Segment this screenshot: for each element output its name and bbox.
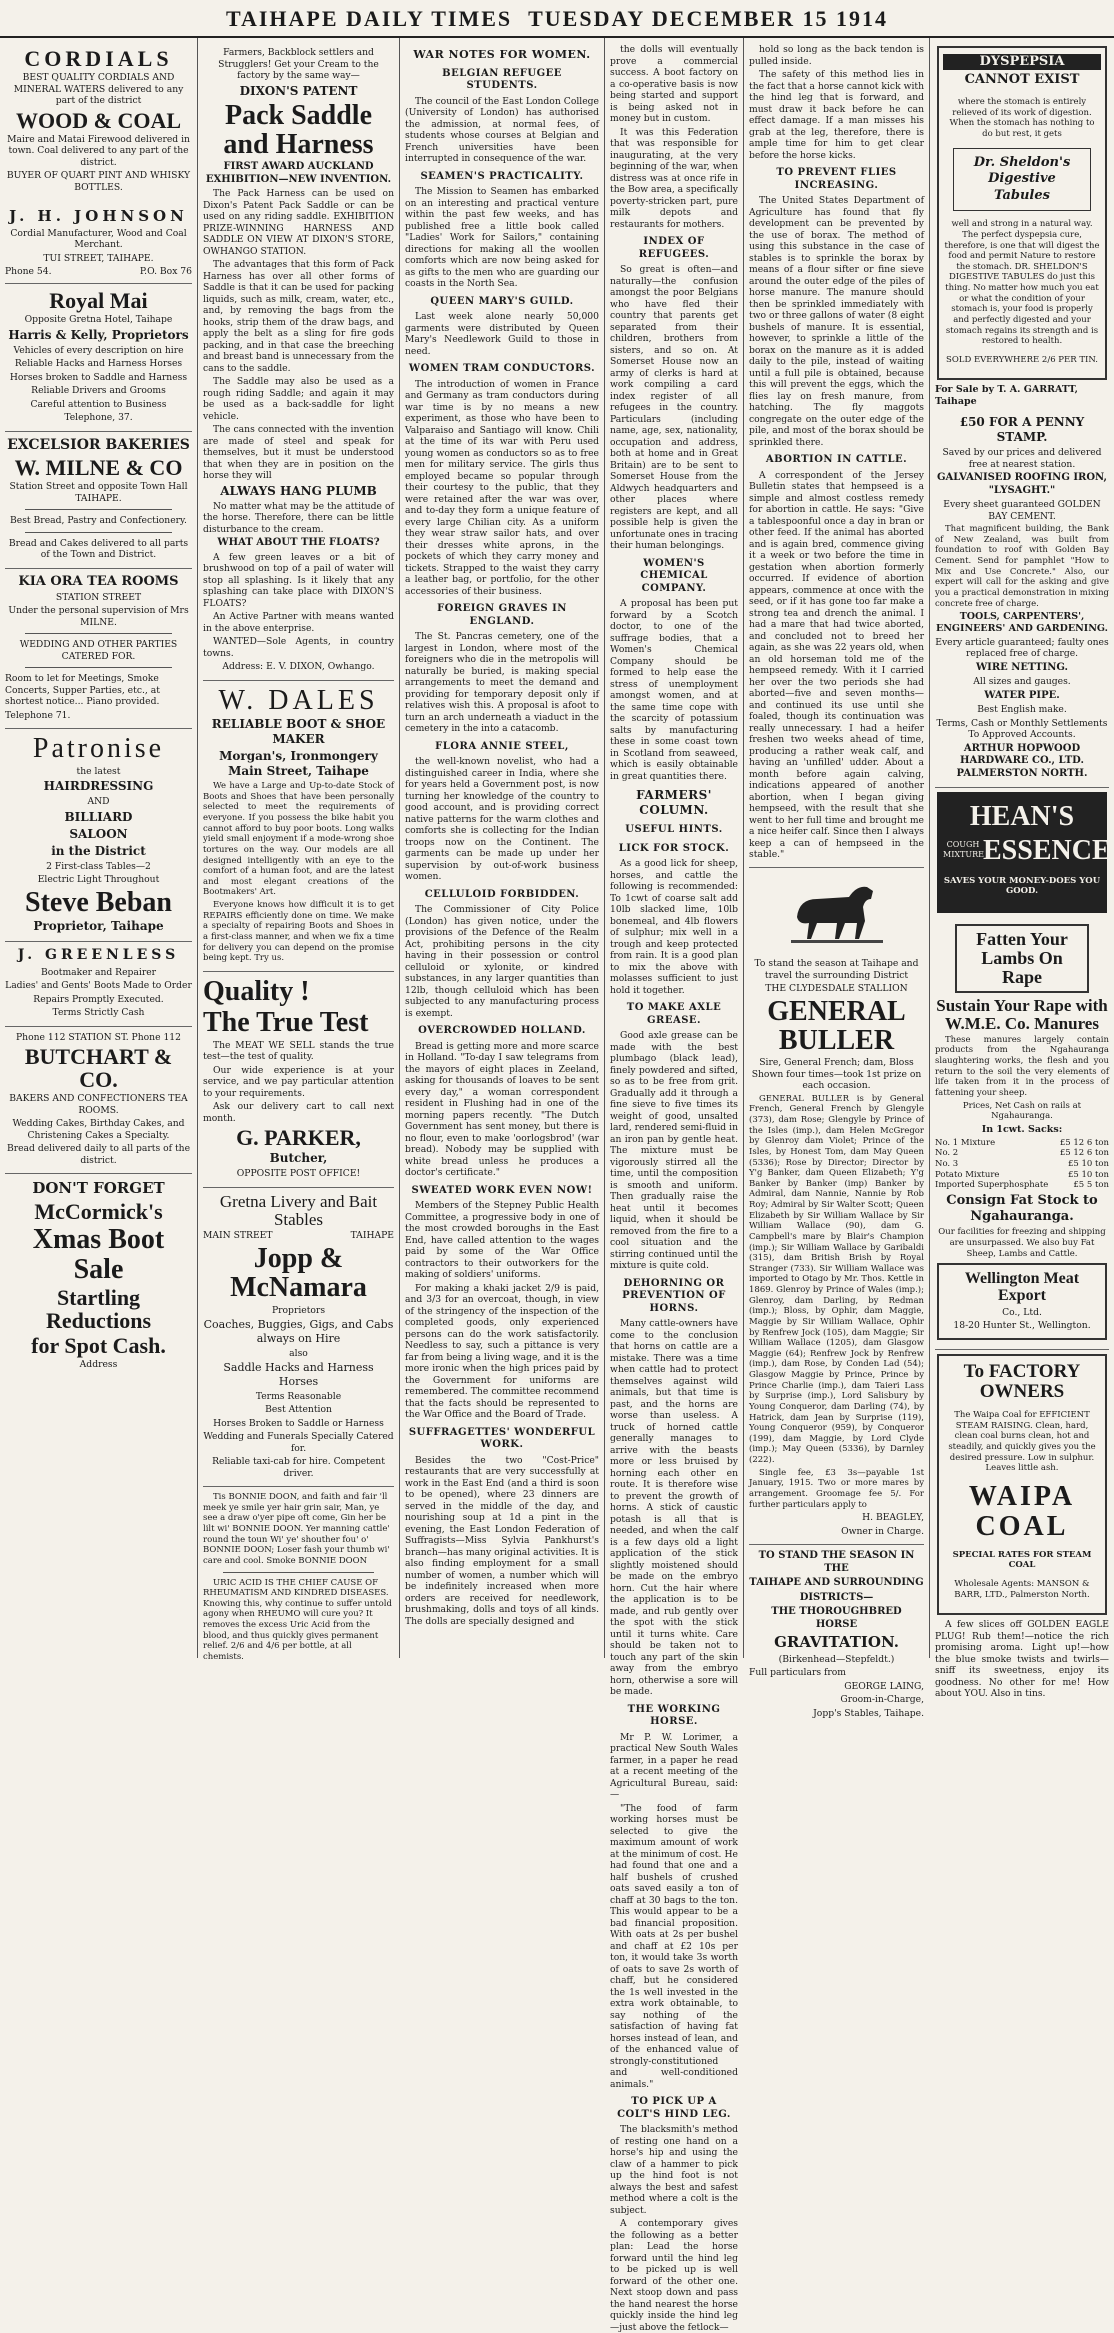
colt-text2: A contemporary gives the following as a better plan: Lead the horse forward until the hind leg to be picked up is well forward of the other one. Next stoop down and pass the hand nearest the horse quickly inside the hind leg—just above the fetlock— bbox=[610, 2218, 738, 2333]
parker-sub: Butcher, bbox=[269, 1151, 328, 1166]
flies-heading: TO PREVENT FLIES INCREASING. bbox=[776, 167, 897, 191]
hopwood-ad bbox=[935, 410, 1109, 788]
dixon-body7: An Active Partner with means wanted in the above enterprise. bbox=[203, 611, 394, 634]
column-2 bbox=[198, 38, 400, 1662]
heans-ad bbox=[937, 792, 1111, 913]
dixon-patent: DIXON'S PATENT bbox=[239, 83, 358, 98]
wellington-coltd: Co., Ltd. bbox=[1002, 1306, 1042, 1318]
gretna-terms: Terms Reasonable bbox=[255, 1390, 342, 1402]
lambs-title: Fatten Your Lambs On Rape bbox=[955, 924, 1089, 993]
colt-heading: TO PICK UP A COLT'S HIND LEG. bbox=[617, 2096, 731, 2120]
stallion-ad bbox=[749, 867, 924, 1546]
coal-text: Maire and Matai Firewood delivered in town. Coal delivered to any part of the district. bbox=[7, 133, 190, 168]
greenless-l1: Ladies' and Gents' Boots Made to Order bbox=[5, 980, 192, 992]
patronise-title: Patronise bbox=[32, 733, 165, 765]
kiaora-tel: Telephone 71. bbox=[5, 709, 71, 721]
hints-heading: USEFUL HINTS. bbox=[625, 824, 723, 835]
kiaora-sub: STATION STREET bbox=[55, 591, 142, 603]
beban-title: Steve Beban bbox=[25, 886, 172, 918]
graves-text: The St. Pancras cemetery, one of the largest in London, where most of the foreigners who die in the metropolis will naturally be buried, is making special arrangements to meet the demand and providing for temporary deposit only if relatives wish this. A proposal is afoot to turn an arch underneath a viaduct in the cemetery in the into a catacomb. bbox=[405, 631, 599, 735]
johnson-sub: Cordial Manufacturer, Wood and Coal Merchant. bbox=[10, 227, 187, 251]
price-row-4 bbox=[935, 1170, 1109, 1181]
waipa-ad bbox=[937, 1354, 1107, 1615]
lick-heading: LICK FOR STOCK. bbox=[618, 842, 730, 854]
harris-l6: Telephone, 37. bbox=[64, 412, 133, 424]
mccormick-ad bbox=[5, 1174, 192, 1377]
butchart-title: BUTCHART & CO. bbox=[24, 1044, 173, 1093]
stallion-owner: H. BEAGLEY, bbox=[862, 1512, 924, 1524]
m4-name: Potato Mixture bbox=[935, 1169, 1000, 1180]
m5-name: Imported Superphosphate bbox=[935, 1180, 1049, 1191]
garratt-sale: For Sale by T. A. GARRATT, Taihape bbox=[935, 384, 1078, 408]
stamp-body2: That magnificent building, the Bank of New Zealand, was built from foundation to roof with Golden Bay Cement. Send for pamphlet "How to Mix and Use Concrete." Also, our expert will call for the asking and give you a practical demonstration in mixing concrete free of charge. bbox=[935, 524, 1109, 609]
price-row-5 bbox=[935, 1180, 1109, 1191]
tendon-text: hold so long as the back tendon is pulled inside. bbox=[749, 44, 924, 67]
dolls-text: the dolls will eventually prove a commercial success. A boot factory on a co-operative basis is now being started and support is being asked not in money but in custom. bbox=[610, 44, 738, 124]
excelsior-title: EXCELSIOR BAKERIES bbox=[7, 436, 190, 453]
royal-mail-ad bbox=[5, 284, 192, 432]
mccormick-l5: for Spot Cash. bbox=[31, 1333, 166, 1359]
patronise-ad bbox=[5, 729, 192, 942]
sweated-text: Members of the Stepney Public Health Committee, a progressive body in one of the most crowded boroughs in the East End, have called attention to the wages paid by some of the War Office contractors to their outworkers for the making of soldiers' uniforms. bbox=[405, 1200, 599, 1281]
grav-role: Groom-in-Charge, bbox=[840, 1694, 924, 1706]
dyspepsia-title: DYSPEPSIA bbox=[943, 54, 1101, 70]
gretna-l5: Reliable taxi-cab for hire. Competent driver. bbox=[212, 1456, 385, 1479]
dixon-wanted: WANTED—Sole Agents, in country towns. bbox=[203, 636, 394, 659]
grav-sub: (Birkenhead—Stepfeldt.) bbox=[778, 1653, 895, 1665]
stamp-terms: Terms, Cash or Monthly Settlements To Approved Accounts. bbox=[936, 717, 1108, 741]
patronise-l2: BILLIARD bbox=[64, 809, 133, 824]
m2-price: £5 12 6 ton bbox=[1059, 1148, 1109, 1159]
issue-date: TUESDAY DECEMBER 15 1914 bbox=[528, 6, 889, 31]
grease-heading: TO MAKE AXLE GREASE. bbox=[626, 1002, 722, 1026]
gretna-l3: Horses Broken to Saddle or Harness bbox=[213, 1417, 384, 1429]
dales-addr: Morgan's, Ironmongery Main Street, Taihape bbox=[219, 749, 378, 779]
m2-name: No. 2 bbox=[935, 1148, 959, 1159]
stallion-title: GENERAL BULLER bbox=[767, 995, 906, 1056]
dyspepsia-sold: SOLD EVERYWHERE 2/6 PER TIN. bbox=[946, 355, 1098, 366]
dixon-floats: WHAT ABOUT THE FLOATS? bbox=[217, 537, 380, 549]
horse-text: Mr P. W. Lorimer, a practical New South Wales farmer, in a paper he read at a recent meeting of the Agricultural Bureau, said:— bbox=[610, 1731, 738, 1800]
excelsior-l2: Bread and Cakes delivered to all parts of the Town and District. bbox=[8, 537, 189, 561]
greenless-sub: Bootmaker and Repairer bbox=[40, 966, 157, 978]
grease-text: Good axle grease can be made with the best plumbago (black lead), finely powdered and sifted, so as to be free from grit. Gradually add it through a fine sieve to five times its weight of good, unsalted lard, rendered semi-fluid in an iron pan by gentle heat. The mixture must be vigorously stirred all the time, until the composition is smooth and uniform. Then gradually raise the heat until it becomes liquid, when it should be removed from the fire to a cool situation and the stirring continued until the mixture is quite cold. bbox=[610, 1030, 738, 1271]
harris-title: Harris & Kelly, Proprietors bbox=[8, 327, 189, 342]
quality-title2: The True Test bbox=[203, 1007, 369, 1039]
sweated-text2: For making a khaki jacket 2/9 is paid, and 3/3 for an overcoat, though, in view of the stringency of the inspection of the completed goods, only experienced persons can do the work satisfactorily. Needless to say, such a pittance is very far from being a living wage, and it is the more ironic when the high prices paid by the Government for uniforms are remembered. The committee recommend that the facts should be represented to the War Office and the Board of Trade. bbox=[405, 1282, 599, 1421]
column-6 bbox=[930, 38, 1114, 1700]
harris-l3: Horses broken to Saddle and Harness bbox=[9, 371, 188, 383]
patronise-l5: 2 First-class Tables—2 bbox=[46, 860, 151, 872]
dixon-title: Pack Saddle and Harness bbox=[223, 99, 374, 160]
quality-title: Quality ! bbox=[203, 975, 310, 1007]
lambs-consign2: Our facilities for freezing and shipping are unsurpassed. We also buy Fat Sheep, Lambs and Cattle. bbox=[938, 1227, 1106, 1259]
abortion-heading: ABORTION IN CATTLE. bbox=[765, 454, 908, 465]
gretna-best: Best Attention bbox=[265, 1404, 332, 1416]
gretna-town: TAIHAPE bbox=[350, 1230, 394, 1242]
horse-text2: "The food of farm working horses must be selected to give the maximum amount of work at the minimum of cost. He had found that one and a half bushels of crushed oats saved easily a ton of chaff at 30 bags to the ton. This would appear to be a bad financial proposition. With oats at 2s per bushel and chaff at £2 10s per ton, it would take 3s worth of oats to save 2s worth of chaff, but he considered the 1s well invested in the extra work obtainable, to say nothing of the satisfaction of having fat horses instead of lean, and of the enhanced value of strongly-constitutioned and well-conditioned animals." bbox=[610, 1802, 738, 2090]
manures-ad bbox=[935, 917, 1109, 1349]
dixon-body6: A few green leaves or a bit of brushwood on top of a pail of water will stop all splashing. Is it likely that any splashing can take place with DIXON'S FLOATS? bbox=[203, 551, 394, 609]
m3-price: £5 10 ton bbox=[1067, 1158, 1109, 1169]
dixon-body3: The Saddle may also be used as a rough riding Saddle; and again it may be used as a back-saddle for light vehicle. bbox=[203, 376, 394, 422]
excelsior-addr: Station Street and opposite Town Hall TAIHAPE. bbox=[9, 481, 188, 504]
horse-heading: THE WORKING HORSE. bbox=[627, 1703, 721, 1727]
greenless-ad bbox=[5, 942, 192, 1027]
kiaora-ad bbox=[5, 569, 192, 730]
cordials-title: CORDIALS bbox=[24, 46, 173, 71]
butchart-phone: Phone 112 STATION ST. Phone 112 bbox=[15, 1031, 181, 1043]
gretna-title: Gretna Livery and Bait Stables bbox=[219, 1191, 378, 1229]
dyspepsia-body: where the stomach is entirely relieved of its work of digestion. When the stomach has nothing to do but rest, it gets bbox=[949, 97, 1095, 139]
gretna-prop: Proprietors bbox=[271, 1304, 326, 1316]
column-1 bbox=[0, 38, 198, 1658]
grav-l2: TAIHAPE AND SURROUNDING bbox=[749, 1577, 924, 1589]
royal-sub: Opposite Gretna Hotel, Taihape bbox=[24, 314, 173, 326]
grav-name: GEORGE LAING, bbox=[844, 1680, 924, 1692]
dixon-addr: Address: E. V. DIXON, Owhango. bbox=[222, 661, 375, 673]
kiaora-title: KIA ORA TEA ROOMS bbox=[18, 573, 179, 589]
m1-name: No. 1 Mixture bbox=[935, 1137, 996, 1148]
quality-body: The MEAT WE SELL stands the true test—the test of quality. bbox=[203, 1039, 394, 1063]
gretna-street: MAIN STREET bbox=[203, 1230, 273, 1242]
sweated-heading: SWEATED WORK EVEN NOW! bbox=[411, 1184, 593, 1196]
butchart-l2: Bread delivered daily to all parts of the district. bbox=[6, 1143, 191, 1166]
stamp-body: Saved by our prices and delivered free at nearest station. bbox=[942, 447, 1102, 470]
price-row-3 bbox=[935, 1159, 1109, 1170]
dixon-ad bbox=[203, 42, 394, 681]
quality-body3: Ask our delivery cart to call next month. bbox=[203, 1101, 394, 1124]
stallion-intro: To stand the season at Taihape and travel the surrounding District bbox=[754, 958, 919, 981]
royal-title: Royal Mai bbox=[49, 287, 148, 313]
safety-text: The safety of this method lies in the fact that a horse cannot kick with the hind leg that is forward, and must draw it back before he can effect damage. If a man misses his grab at the leg, therefore, there is ample time for him to get clear before the horse kicks. bbox=[749, 69, 924, 161]
harris-l1: Vehicles of every description on hire bbox=[13, 344, 184, 356]
war-notes-heading: WAR NOTES FOR WOMEN. bbox=[413, 48, 591, 61]
wellington-addr: 18-20 Hunter St., Wellington. bbox=[953, 1320, 1091, 1332]
dixon-top: Farmers, Backblock settlers and Strugglers! Get your Cream to the factory by the same way— bbox=[218, 47, 379, 81]
butchart-sub: BAKERS AND CONFECTIONERS TEA ROOMS. bbox=[9, 1093, 188, 1116]
wellington-box bbox=[937, 1263, 1107, 1340]
lambs-consign: Consign Fat Stock to Ngahauranga. bbox=[946, 1192, 1098, 1225]
holland-heading: OVERCROWDED HOLLAND. bbox=[418, 1025, 586, 1037]
mccormick-l1: DON'T FORGET bbox=[32, 1179, 165, 1198]
column-5 bbox=[744, 38, 930, 1719]
seamen-text: The Mission to Seamen has embarked on an interesting and practical venture within the past few weeks, and has published free a little book called "Ladies' Work for Sailors," containing directions for making all the woollen comforts which are now being asked for as gifts to the men who are guarding our coasts in the North Sea. bbox=[405, 186, 599, 290]
patronise-the: the latest bbox=[76, 765, 121, 777]
cordials-text: BEST QUALITY CORDIALS AND MINERAL WATERS delivered to any part of the district bbox=[13, 72, 184, 107]
stallion-sub: THE CLYDESDALE STALLION bbox=[765, 983, 908, 994]
dales-body: We have a Large and Up-to-date Stock of Boots and Shoes that have been personally selected to meet the requirements of everyone. If you possess the bike habit you cannot afford to buy poor boots. Long walks yield small enjoyment if a mode-wrong shoe tortures on the way. Our models are all designed intelligently with an eye to the comfort of a human foot, and are the latest and most elegant creations of the Bootmakers' Art. bbox=[203, 781, 394, 898]
tram-heading: WOMEN TRAM CONDUCTORS. bbox=[408, 363, 596, 375]
stallion-sire: Sire, General French; dam, Bloss Shown four times—took 1st prize on each occasion. bbox=[751, 1057, 922, 1092]
waipa-agents: SPECIAL RATES FOR STEAM COAL bbox=[952, 1549, 1092, 1571]
steel-text: the well-known novelist, who had a distinguished career in India, where she for years held a Government post, is now turning her knowledge of the country to good account, and is providing correct native patterns for the warm clothes and comforts she is collecting for the Indian troops now on the Continent. The garments can be made up under her supervision by out-of-work business women. bbox=[405, 756, 599, 883]
steel-heading: FLORA ANNIE STEEL, bbox=[435, 740, 569, 752]
m3-name: No. 3 bbox=[935, 1158, 959, 1169]
dehorning-text: Many cattle-owners have come to the conclusion that horns on cattle are a mistake. There was a time when cattle had to protect themselves against wild animals, but that time is past, and the horns are worse than useless. A truck of horned cattle generally manages to arrive with the beasts more or less bruised by horning each other en route. It is therefore wise to prevent the growth of horns. A stick of caustic potash is all that is needed, and when the calf is a few days old a light application of the stick slightly moistened should be made on the embryo horn. Cut the hair where the application is to be made, and rub gently over the spot with the stick until it turns white. Care should be taken not to touch any part of the skin away from the embryo horn, otherwise a sore will be made. bbox=[610, 1318, 738, 1697]
butchart-ad bbox=[5, 1027, 192, 1175]
stamp-pipe: WATER PIPE. bbox=[984, 689, 1060, 701]
johnson-box: P.O. Box 76 bbox=[139, 266, 192, 278]
dales-title: W. DALES bbox=[218, 684, 379, 716]
patronise-l1: HAIRDRESSING bbox=[43, 779, 154, 794]
horse-illustration bbox=[787, 877, 887, 947]
mccormick-l6: Address bbox=[79, 1359, 118, 1371]
factory-title: To FACTORY OWNERS bbox=[963, 1360, 1081, 1402]
dales-sub: RELIABLE BOOT & SHOE MAKER bbox=[211, 717, 386, 747]
stamp-title: £50 FOR A PENNY STAMP. bbox=[959, 415, 1085, 445]
parker-addr: OPPOSITE POST OFFICE! bbox=[236, 1168, 361, 1180]
heans-title: HEAN'S bbox=[969, 801, 1075, 833]
heans-essence: ESSENCE bbox=[983, 834, 1111, 866]
colt-text: The blacksmith's method of resting one hand on a horse's hip and using the claw of a hammer to pick up the hind foot is not always the best and safest method where a colt is the subject. bbox=[610, 2124, 738, 2216]
dixon-plumb: ALWAYS HANG PLUMB bbox=[220, 483, 377, 498]
gretna-name: Jopp & McNamara bbox=[230, 1242, 367, 1304]
gretna-l1: Coaches, Buggies, Gigs, and Cabs always on Hire bbox=[203, 1318, 394, 1345]
milne-title: W. MILNE & CO bbox=[14, 455, 183, 481]
stallion-body: GENERAL BULLER is by General French, General French by Glengyle (373), dam Rose; Glengyle by Prince of the Isles (imp.), dam Helen McGregor by Glenroy dam Violet; Prince of the Isles, by Honest Tom, dam May Queen (5336); Rose by Director; Director by Y'g Banker, dam Queen Elizabeth; Y'g Banker by Banker (imp) Banker by Admiral, dam Nannie, Nannie by Rob Roy; Admiral by Sir Walter Scott; Queen Elizabeth by Sir William Wallace by Sir William Wallace (90), dam G. Campbell's mare by Blair's Champion (imp.); Sir William Wallace by Garibaldi (315), dam British Brish by Royal Stranger (733). Sir William Wallace was imported to Otago by Mr. Thos. Kettle in 1869. Glenroy by Prince of Wales (imp.); Glenroy, dam Darling, by Redman (imp.); Bloss, by Ophir, dam Maggie, Maggie by Sir William Wallace, Ophir by Renfrew Jock (105), dam Maggie; Sir William Wallace (1205), dam Glasgow Maggie (64); Renfrew Jock by Renfrew (imp.), dam Rose, by Conden Lad (54); Glasgow Maggie by Prince, Prince by Prince Charlie (imp.), dam Taieri Lass by Surprise (imp.), Lord Salisbury by Young Conqueror, dam Darling (74), by Hatrick, dam Jean by Surprise (119), Young Conqueror (959), by Conqueror (199), dam Maggie, by Lord Clyde (imp.); May Queen (5336), by Darnley (222). bbox=[749, 1093, 924, 1466]
patronise-l6: Electric Light Throughout bbox=[37, 874, 160, 886]
abortion-text: A correspondent of the Jersey Bulletin states that hempseed is a simple and almost costless remedy for abortion in cattle. He says: "Give a tablespoonful once a day in bran or other feed. If the animal has aborted and is again bred, commence giving it a week or two before the time in gestation when abortion formerly occurred. If evidence of abortion appears, commence at once with the seed, or if it has gone too far make a strong tea and drench the animal. I had a mare that had twice aborted, and concluded not to breed her again, as she was 22 years old, when an old horseman told me of the hempseed remedy. With it I carried her over the two periods she had aborted—five and seven months—and continued its use until she foaled, though its continuation was really unnecessary. I had a heifer freshen two weeks ahead of time, producing a rather weak calf, and having an 'unfilled' udder. About a month before again calving, indications appeared of another abortion, when I began giving hempseed, with the result that she went to her full time and brought me a nice heifer calf. Since then I always keep a can of hempseed in the stable." bbox=[749, 469, 924, 860]
refugees-text: So great is often—and naturally—the confusion amongst the poor Belgians who have fled their country that parents get separated from their children, brothers from sisters, and so on. At Somerset House now an army of clerks is hard at work compiling a card index register of all refugees in the country. Particulars (including name, age, sex, nationality, occupation and address, both at home and in Great Britain) are to be sent to Somerset House from the Aldwych headquarters and other places where registers are kept, and all possible help is given the unfortunate ones in tracing their human belongings. bbox=[610, 264, 738, 551]
gretna-l2: Saddle Hacks and Harness Horses bbox=[223, 1361, 374, 1388]
greenless-l2: Repairs Promptly Executed. bbox=[33, 993, 164, 1005]
dixon-award: FIRST AWARD AUCKLAND EXHIBITION—NEW INVENTION. bbox=[205, 161, 392, 185]
stamp-pipe2: Best English make. bbox=[977, 704, 1067, 716]
grav-title: GRAVITATION. bbox=[774, 1633, 899, 1652]
bonnie-doon-ad bbox=[203, 1487, 394, 1669]
excelsior-l1: Best Bread, Pastry and Confectionery. bbox=[10, 515, 187, 527]
guild-heading: QUEEN MARY'S GUILD. bbox=[430, 295, 574, 307]
stamp-galv: GALVANISED ROOFING IRON, "LYSAGHT." bbox=[936, 472, 1108, 496]
parker-ad bbox=[203, 972, 394, 1188]
stamp-firm: ARTHUR HOPWOOD HARDWARE CO., LTD. PALMERSTON NORTH. bbox=[956, 742, 1088, 779]
heans-save: SAVES YOUR MONEY-DOES YOU GOOD. bbox=[943, 875, 1101, 897]
mccormick-l3: Xmas Boot Sale bbox=[32, 1224, 165, 1285]
patronise-and: AND bbox=[87, 796, 110, 808]
celluloid-heading: CELLULOID FORBIDDEN. bbox=[424, 888, 580, 900]
harris-l5: Careful attention to Business bbox=[30, 398, 167, 410]
factory-body: The Waipa Coal for EFFICIENT STEAM RAISING. Clean, hard, clean coal burns clean, hot and steadily, and quickly gives you the desired pressure. Low in sulphur. Leaves little ash. bbox=[948, 1410, 1096, 1474]
stallion-fees: Single fee, £3 3s—payable 1st January, 1915. Two or more mares by arrangement. Groomage fee 5/. For further particulars apply to bbox=[749, 1467, 924, 1510]
lambs-price: Prices, Net Cash on rails at Ngahauranga. bbox=[962, 1100, 1082, 1122]
holland-text: Bread is getting more and more scarce in Holland. "To-day I saw telegrams from the mayors of eight places in Zeeland, asking for thousands of loaves to be sent every day," a woman correspondent resident in Flushing had in one of the morning papers recently. "The Dutch Government has sent money, but there is no flour, even to make 'oorlogsbrod' (war bread). Nobody may be supplied with white bread unless he produces a doctor's certificate." bbox=[405, 1040, 599, 1179]
m4-price: £5 10 ton bbox=[1067, 1169, 1109, 1180]
lick-text: As a good lick for sheep, horses, and cattle the following is recommended: To 1cwt of coarse salt add 10lb slacked lime, 10lb bonemeal, and 4lb flowers of sulphur; mix well in a trough and keep protected from rain. It is a good plan to mix the above with molasses sufficient to just hold it together. bbox=[610, 858, 738, 996]
golden-eagle-text: A few slices off GOLDEN EAGLE PLUG! Rub them!—notice the rich promising aroma. Light up!—how the blue smoke twists and twirls—sniff its sweetness, enjoy its goodness. No other for me! How about YOU. Also in tins. bbox=[935, 1619, 1109, 1700]
masthead bbox=[0, 0, 1114, 38]
butchart-l1: Wedding Cakes, Birthday Cakes, and Christening Cakes a Specialty. bbox=[12, 1118, 185, 1141]
dyspepsia-body2: well and strong in a natural way. The perfect dyspepsia cure, therefore, is one that will digest the food and permit Nature to restore the stomach. DR. SHELDON'S DIGESTIVE TABULES do just this thing. No matter how much you eat or what the condition of your stomach is, your food is properly and perfectly digested and your stomach regains its strength and is restored to health. bbox=[944, 219, 1100, 347]
stamp-cement: Every sheet guaranteed GOLDEN BAY CEMENT. bbox=[943, 499, 1101, 522]
dales-body2: Everyone knows how difficult it is to get REPAIRS efficiently done on time. We make a specialty of repairing Boots and Shoes in a first-class manner, and when we fix a time for delivery you can depend on the promise being kept. Try us. bbox=[203, 900, 394, 964]
johnson-phone: Phone 54. bbox=[5, 266, 52, 278]
graves-heading: FOREIGN GRAVES IN ENGLAND. bbox=[437, 603, 567, 627]
guild-text: Last week alone nearly 50,000 garments were distributed by Queen Mary's Needlework Guild to those in need. bbox=[405, 311, 599, 357]
dyspepsia-ad bbox=[937, 46, 1107, 380]
lambs-body: These manures largely contain products from the Ngahauranga slaughtering works, the flesh and you return to the soil the very elements of life taken from it in the process of fattening your sheep. bbox=[935, 1034, 1109, 1098]
lambs-sacks: In 1cwt. Sacks: bbox=[981, 1123, 1063, 1135]
stamp-tools: TOOLS, CARPENTERS', ENGINEERS' AND GARDENING. bbox=[936, 611, 1108, 634]
coal-title: WOOD & COAL bbox=[16, 107, 181, 133]
dyspepsia-title2: CANNOT EXIST bbox=[964, 72, 1080, 88]
parker-title: G. PARKER, bbox=[236, 1125, 361, 1151]
excelsior-ad bbox=[5, 432, 192, 569]
belgian-text: The council of the East London College (University of London) has authorised the admission, at normal fees, of students whose courses at Belgian and French universities have been interrupted in consequence of the war. bbox=[405, 95, 599, 165]
kiaora-rooms: Room to let for Meetings, Smoke Concerts, Supper Parties, etc., at shortest notice... Piano provided. bbox=[5, 673, 160, 708]
grav-l1: TO STAND THE SEASON IN THE bbox=[758, 1550, 915, 1574]
grav-full: Full particulars from bbox=[749, 1667, 847, 1679]
stamp-tools2: Every article guaranteed; faulty ones replaced free of charge. bbox=[935, 636, 1109, 660]
paper-title: TAIHAPE DAILY TIMES bbox=[225, 6, 513, 31]
waipa-brand: WAIPA COAL bbox=[968, 1481, 1076, 1542]
bonnie-body: Tis BONNIE DOON, and faith and fair 'll meek ye smile yer hair grin sair, Man, ye see a draw o'yer pipe oft come, Gin her be lilt wi' BONNIE DOON. Yer manning cattle' round the toun Wi' ye' shouther fou' o' BONNIE DOON; Loser fash your thumb wi' care and cool. Smoke BONNIE DOON bbox=[203, 1492, 390, 1566]
m1-price: £5 12 6 ton bbox=[1059, 1137, 1109, 1148]
waipa-agents2: Wholesale Agents: MANSON & BARR, LTD., Palmerston North. bbox=[954, 1579, 1090, 1601]
uric-body: URIC ACID IS THE CHIEF CAUSE OF RHEUMATISM AND KINDRED DISEASES. Knowing this, why continue to suffer untold agony when RHEUMO will cure you? It removes the excess Uric Acid from the blood, and thus quickly gives permanent relief. 2/6 and 4/6 per bottle, at all chemists. bbox=[203, 1577, 392, 1662]
farmers-heading: FARMERS' COLUMN. bbox=[636, 788, 712, 817]
column-3 bbox=[400, 38, 605, 1658]
dixon-body2: The advantages that this form of Pack Harness has over all other forms of Saddle is that it can be used for packing liquids, such as milk, cream, water, etc., and, by removing the bags from the hooks, strip them of the draw bags, and apply the belt as a sling for fire gods packing, and in that case the breeching and breast band is unnecessary from the cans to the saddle. bbox=[203, 259, 394, 374]
greenless-l3: Terms Strictly Cash bbox=[52, 1007, 145, 1019]
lambs-sustain: Sustain Your Rape with W.M.E. Co. Manures bbox=[936, 996, 1108, 1033]
stamp-wire2: All sizes and gauges. bbox=[973, 676, 1071, 688]
seamen-heading: SEAMEN'S PRACTICALITY. bbox=[420, 170, 584, 182]
beban-sub: Proprietor, Taihape bbox=[33, 919, 164, 934]
stamp-wire: WIRE NETTING. bbox=[975, 661, 1069, 673]
federation-text: It was this Federation that was responsible for inaugurating, at the very beginning of the war, when distress was at once rife in the Bow area, a specifically poverty-stricken part, pure milk depots and restaurants for mothers. bbox=[610, 126, 738, 230]
gretna-also: also bbox=[289, 1347, 308, 1359]
harris-l2: Reliable Hacks and Harness Horses bbox=[14, 358, 183, 370]
johnson-street: TUI STREET, TAIHAPE. bbox=[43, 252, 154, 264]
wellington-title: Wellington Meat Export bbox=[964, 1270, 1080, 1304]
grav-addr: Jopp's Stables, Taihape. bbox=[813, 1707, 924, 1719]
bottles-text: BUYER OF QUART PINT AND WHISKY BOTTLES. bbox=[6, 170, 191, 193]
gravitation-ad bbox=[749, 1545, 924, 1726]
dixon-body4: The cans connected with the invention are made of steel and speak for themselves, but it must be understood that when they are in position on the horse they will bbox=[203, 424, 394, 482]
belgian-heading: BELGIAN REFUGEE STUDENTS. bbox=[442, 67, 562, 92]
price-row-1 bbox=[935, 1138, 1109, 1149]
kiaora-wed: WEDDING AND OTHER PARTIES CATERED FOR. bbox=[19, 639, 178, 662]
stallion-owner-sub: Owner in Charge. bbox=[841, 1525, 924, 1537]
dehorning-heading: DEHORNING OR PREVENTION OF HORNS. bbox=[622, 1277, 726, 1314]
dales-ad bbox=[203, 681, 394, 972]
grav-l4: THE THOROUGHBRED HORSE bbox=[771, 1606, 902, 1630]
tram-text: The introduction of women in France and Germany as tram conductors during war time is by no means a new experiment, as those who have been to Valparaiso and Santiago will know. Chili at the time of its war with Peru used young women as conductors so as to free men for military service. The girls thus employed became so popular through their courtesy to the public, that they were retained after the war was over, and to-day they form a unique feature of every large Chilian city. As a uniform they wear straw sailor hats, and over their dresses white aprons, in the pockets of which they carry money and tickets. Strapped to the waist they carry a leather bag, or portfolio, for the other accessories of their business. bbox=[405, 378, 599, 597]
heans-cough: COUGH MIXTURE bbox=[943, 840, 984, 860]
dixon-body5: No matter what may be the attitude of the horse. Therefore, there can be little disturbance to the cream. bbox=[203, 500, 394, 535]
refugees-heading: INDEX OF REFUGEES. bbox=[638, 236, 710, 260]
suffragettes-text: Besides the two "Cost-Price" restaurants that are very successfully at work in the East End (and a third is soon to be opened), where 23 dinners are served in the middle of the day, and nourishing soup at 1d a pint in the evening, the East London Federation of Suffragists—Miss Sylvia Pankhurst's branch—has many original activities. It is also finding employment for a small number of women, a number which will be indefinitely increased when more orders are received for needlework, brushmaking, dolls and toys of all kinds. The dolls are specially designed and bbox=[405, 1454, 600, 1627]
patronise-l3: SALOON bbox=[69, 826, 128, 841]
patronise-l4: in the District bbox=[51, 843, 146, 858]
cordials-ad bbox=[5, 42, 192, 284]
quality-body2: Our wide experience is at your service, and we pay particular attention to your requirements. bbox=[203, 1064, 394, 1099]
mccormick-l4: Startling Reductions bbox=[45, 1284, 152, 1334]
dixon-body1: The Pack Harness can be used on Dixon's Patent Pack Saddle or can be used on any riding saddle. EXHIBITION PRIZE-WINNING HARNESS AND SADDLE ON VIEW AT DIXON'S STORE, OWHANGO STATION. bbox=[203, 188, 394, 257]
harris-l4: Reliable Drivers and Grooms bbox=[31, 385, 166, 397]
kiaora-sup: Under the personal supervision of Mrs MILNE. bbox=[8, 605, 189, 628]
column-4 bbox=[605, 38, 744, 2333]
celluloid-text: The Commissioner of City Police (London) has given notice, under the provisions of the Defence of the Realm Act, prohibiting persons in the city having in their possession or control celluloid or xylonite, or kindred substances, in any larger quantities than 12lb, though celluloid which has been subjected to any manufacturing process is exempt. bbox=[405, 904, 599, 1019]
tabules-logo: Dr. Sheldon's Digestive Tabules bbox=[953, 148, 1091, 211]
chemical-heading: WOMEN'S CHEMICAL COMPANY. bbox=[640, 557, 708, 594]
suffragettes-heading: SUFFRAGETTES' WONDERFUL WORK. bbox=[408, 1426, 596, 1451]
gretna-l4: Wedding and Funerals Specially Catered for. bbox=[203, 1431, 394, 1454]
johnson-title: J. H. JOHNSON bbox=[9, 207, 188, 226]
greenless-title: J. GREENLESS bbox=[17, 947, 180, 964]
grav-l3: DISTRICTS— bbox=[799, 1591, 874, 1603]
flies-text: The United States Department of Agriculture has found that fly development can be prevented by the use of borax. The method of using this substance in the case of stables is to sprinkle the borax by means of a flour sifter or fine sieve around the outer edge of the piles of horse manure. The manure should then be sprinkled immediately with two or three gallons of water (8 eight bushels of manure. It is essential, however, to sprinkle a little of the borax on the manure as it is added daily to the pile, instead of waiting until a full pile is obtained, because this will prevent the eggs, which the flies lay on fresh manure, from hatching. The fly maggots congregate on the outer edge of the pile, and most of the borax should be sprinkled there. bbox=[749, 195, 924, 448]
mccormick-l2: McCormick's bbox=[34, 1199, 163, 1225]
chemical-text: A proposal has been put forward by a Scotch doctor, to one of the suffrage bodies, that a Women's Chemical Company should be formed to help ease the stress of unemployment amongst women, and at the same time cope with the scarcity of potassium salts by manufacturing these in some coast town in Scotland from seaweed, which is easily obtainable in great quantities there. bbox=[610, 598, 738, 782]
price-row-2 bbox=[935, 1148, 1109, 1159]
gretna-ad bbox=[203, 1188, 394, 1487]
m5-price: £5 5 ton bbox=[1073, 1180, 1109, 1191]
